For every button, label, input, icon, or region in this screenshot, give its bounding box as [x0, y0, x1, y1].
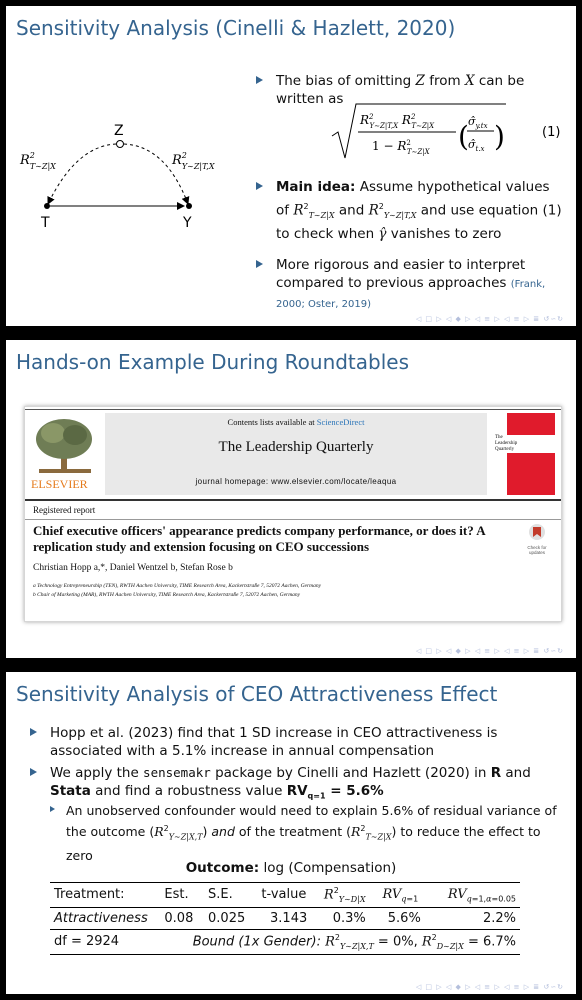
- results-table: [50, 882, 520, 955]
- table-header-row: Treatment: Est. S.E. t-value $R^2_{Y\sim D|X}$ $RV_{q=1}$ $RV_{q=1,\alpha=0.05}$: [50, 883, 520, 908]
- causal-diagram: [6, 106, 246, 236]
- nav-controls[interactable]: ◁ □ ▷ ◁ ◆ ▷ ◁ ≡ ▷ ◁ ≡ ▷ ≣ ↺∽↻: [415, 315, 564, 323]
- journal-homepage: journal homepage: www.elsevier.com/locate/leaqua: [195, 477, 397, 486]
- bullet-bias: The bias of omitting Z from X can be written as: [256, 72, 562, 108]
- bullet-hopp: Hopp et al. (2023) find that 1 SD increase in CEO attractiveness is associated with a 5.1% increase in annual compensation: [30, 724, 564, 760]
- paper-title: Chief executive officers' appearance predicts company performance, or does it? A replication study and extension focusing on CEO successions: [33, 523, 485, 554]
- svg-text:1 − R2T∼Z|X: $1 - R^2$ T∼Z|X: [372, 139, 430, 156]
- table-row: Attractiveness 0.08 0.025 3.143 0.3% 5.6% 2.2%: [50, 907, 520, 929]
- svg-text:): ): [494, 120, 505, 153]
- svg-text:σ̂t.x: $\sigmâ_{t.x}$: [468, 138, 485, 153]
- bullet-sensemakr: We apply the sensemakr package by Cinelli and Hazlett (2020) in R and Stata and find a robustness value $RV_{q=1} = 5.6\%$: [30, 764, 564, 806]
- eq-number: (1): [542, 125, 561, 140]
- node-z: Z: [114, 123, 124, 139]
- paper-screenshot: [24, 406, 562, 622]
- svg-text:R2Y∼Z|T,X R2T∼Z|X: $R^2$ Y∼Z|T,X $R^2$ T∼Z|X: [360, 113, 435, 130]
- slide-title: Hands-on Example During Roundtables: [16, 350, 410, 374]
- node-t: T: [41, 215, 50, 231]
- sub-bullet-confounder: An unobserved confounder would need to explain 5.6% of residual variance of the outcome $(R^2_{Y\sim Z|X,T})$ and of the treatment $(R^2_{T\sim Z|X})$ to reduce the effect to zero: [50, 802, 566, 865]
- slide-1: [6, 6, 576, 326]
- elsevier-logo: [31, 415, 99, 477]
- elsevier-wordmark: ELSEVIER: [31, 477, 88, 491]
- slide-title: Sensitivity Analysis of CEO Attractiveness Effect: [16, 682, 498, 706]
- affiliation-a: a Technology Entrepreneurship (TEN), RWTH Aachen University, TIME Research Area, Kackertstraße 7, 52072 Aachen, Germany: [33, 583, 322, 589]
- journal-name: The Leadership Quarterly: [218, 439, 374, 455]
- bias-equation: [330, 102, 566, 162]
- package-name: sensemakr: [143, 765, 211, 780]
- bullet-rigorous: More rigorous and easier to interpret compared to previous approaches (Frank, 2000; Oster, 2019): [256, 256, 566, 314]
- citation: (Frank, 2000; Oster, 2019): [276, 279, 546, 310]
- svg-text:R2Y∼Z|T,X: $R^2$ Y∼Z|T,X: [172, 151, 215, 171]
- sciencedirect-link: ScienceDirect: [316, 417, 365, 427]
- node-y: Y: [183, 215, 192, 231]
- svg-text:(: (: [458, 120, 469, 153]
- report-type: Registered report: [33, 505, 96, 515]
- slide-2: [6, 340, 576, 658]
- table-caption: Outcome: log (Compensation): [185, 860, 397, 876]
- nav-controls[interactable]: ◁ □ ▷ ◁ ◆ ▷ ◁ ≡ ▷ ◁ ≡ ▷ ≣ ↺∽↻: [415, 983, 564, 991]
- slide-title: Sensitivity Analysis (Cinelli & Hazlett, 2020): [16, 16, 456, 40]
- journal-cover: [491, 413, 555, 495]
- nav-controls[interactable]: ◁ □ ▷ ◁ ◆ ▷ ◁ ≡ ▷ ◁ ≡ ▷ ≣ ↺∽↻: [415, 647, 564, 655]
- paper-authors: Christian Hopp a,*, Daniel Wentzel b, Stefan Rose b: [33, 563, 233, 573]
- bullet-main-idea: Main idea: Assume hypothetical values of $R^2_{T\sim Z|X}$ and $R^2_{Y\sim Z|T,X}$ and use equation (1) to check when γ̂ vanishes to zero: [256, 178, 566, 244]
- check-updates-badge[interactable]: Check for updates: [521, 523, 553, 555]
- cover-title: The Leadership Quarterly: [495, 435, 518, 452]
- svg-text:σ̂y.tx: $\sigmâ_{y.tx}$: [468, 115, 488, 130]
- affiliation-b: b Chair of Marketing (MAR), RWTH Aachen University, TIME Research Area, Kackertstraße 7, 52072 Aachen, Germany: [33, 592, 301, 598]
- svg-text:R2T∼Z|X: $R^2$ T∼Z|X: [20, 151, 56, 171]
- slide-3: [6, 672, 576, 994]
- table-footer-row: df = 2924 Bound (1x Gender): $R^2_{Y\sim Z|X,T} = 0\%$, $R^2_{D\sim Z|X} = 6.7\%$: [50, 929, 520, 954]
- journal-header: Contents lists available at ScienceDirect The Leadership Quarterly journal homepage: www.elsevier.com/locate/leaqua: [105, 413, 487, 495]
